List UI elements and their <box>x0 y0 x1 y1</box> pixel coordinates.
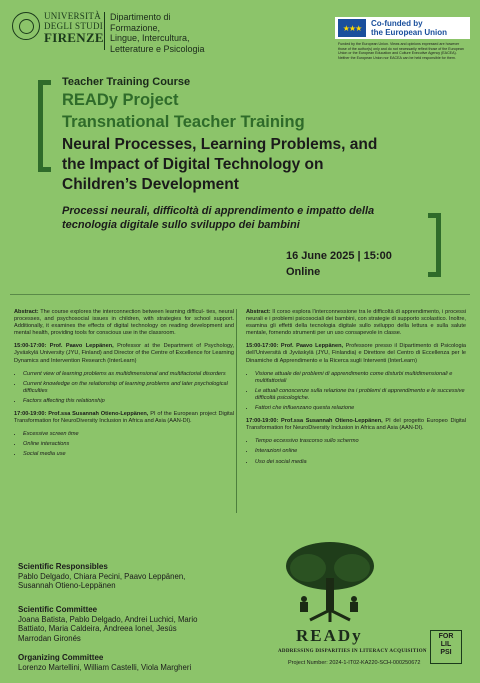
project-number: Project Number: 2024-1-IT02-KA220-SCH-000250672 <box>288 660 421 666</box>
column-divider <box>236 309 237 513</box>
list-item: • Le attuali conoscenze sulla relazione tra i problemi di apprendimento e le successive difficoltà psicologiche. <box>255 388 466 402</box>
session-head: 17:00-19:00: Prof.ssa Susannah Otieno-Leppänen, <box>246 418 383 425</box>
forlil-line: LIL <box>440 641 452 648</box>
eu-label <box>371 19 447 37</box>
abstract-label: Abstract: <box>246 309 271 315</box>
right-bracket-decoration <box>428 213 441 277</box>
university-line-3: FIRENZE <box>44 30 104 45</box>
university-name <box>44 11 104 44</box>
list-item: • Excessive screen time <box>23 431 234 438</box>
date-line: 16 June 2025 | 15:00 <box>286 250 392 262</box>
department-line: Lingue, Intercultura, <box>110 33 190 43</box>
university-line-1: UNIVERSITÀ <box>44 11 101 21</box>
course-title: Neural Processes, Learning Problems, and the Impact of Digital Technology on Children’s Development <box>62 136 378 193</box>
committee-members: Marrodan Gironés <box>18 633 81 643</box>
committee-members: Battiato, Maria Caldeira, Andreea Ionel, Jesús <box>18 624 177 633</box>
session-2-topics-it <box>246 438 466 465</box>
forlil-line: FOR <box>438 633 454 640</box>
session-2-it <box>246 418 466 432</box>
italian-column <box>246 309 466 472</box>
eu-flag-icon: ★★★ <box>338 19 366 37</box>
committee-members: Susannah Otieno-Leppänen <box>18 581 116 590</box>
section-divider <box>10 294 470 295</box>
eu-label-line: the European Union <box>371 28 447 37</box>
ready-tree-logo <box>280 538 380 623</box>
department-name <box>110 12 220 54</box>
session-head: 15:00-17:00: Prof. Paavo Leppänen, <box>246 343 344 350</box>
session-1-it <box>246 343 466 364</box>
list-item: • Current knowledge on the relationship of learning problems and later psychological difficulties <box>23 381 234 395</box>
department-line: Dipartimento di Formazione, <box>110 12 171 33</box>
committee-heading: Organizing Committee <box>18 653 104 662</box>
list-item: • Uso dei social media <box>255 459 466 466</box>
english-column <box>14 309 234 465</box>
ready-wordmark: READy <box>296 626 363 645</box>
committee-members: Joana Batista, Pablo Delgado, Andrei Luchici, Mario <box>18 614 198 624</box>
session-head: 15:00-17:00: Prof. Paavo Leppänen, <box>14 343 114 350</box>
list-item: • Interazioni online <box>255 448 466 455</box>
abstract-label: Abstract: <box>14 309 39 315</box>
forlil-line: PSI <box>440 649 452 656</box>
organizing-committee <box>18 653 191 672</box>
forlilpsi-logo <box>430 630 462 664</box>
list-item: • Factors affecting this relationship <box>23 398 234 405</box>
department-line: Letterature e Psicologia <box>110 43 205 54</box>
scientific-responsibles <box>18 562 185 591</box>
committee-members: Pablo Delgado, Chiara Pecini, Paavo Leppänen, <box>18 571 186 581</box>
abstract-en <box>14 309 234 337</box>
ready-tagline: ADDRESSING DISPARITIES IN LITERACY ACQUISITION <box>278 649 427 654</box>
session-2-en <box>14 411 234 425</box>
course-title-italian: Processi neurali, difficoltà di apprendimento e impatto della tecnologia digitale sullo sviluppo dei bambini <box>62 205 375 231</box>
eu-disclaimer: Funded by the European Union. Views and opinions expressed are however those of the author(s) only and do not necessarily reflect those of the European Union or the European Education and Culture Executive Agency (EACEA). Neither the European Union nor EACEA can be held responsible for them. <box>338 42 464 60</box>
location-line: Online <box>286 266 321 278</box>
session-1-topics <box>14 371 234 405</box>
session-text: Professor at the Department of Psychology, Jyväskylä University (JYU, Finland) and Director of the Centre of Excellence for Learning Dynamics and Intervention Research (InterLearn) <box>14 343 234 364</box>
session-2-topics <box>14 431 234 458</box>
date-time <box>286 248 392 280</box>
session-text: PI del progetto Europeo Digital Transformation for NeuroDiversity Inclusion in Africa and Asia (AAN-DI). <box>246 418 466 432</box>
abstract-it <box>246 309 466 337</box>
university-line-2: DEGLI STUDI <box>44 21 104 31</box>
session-1-topics-it <box>246 371 466 412</box>
list-item: • Fattori che influenzano questa relazione <box>255 405 466 412</box>
list-item: • Current view of learning problems as multidimensional and multifactorial disorders <box>23 371 234 378</box>
list-item: • Online interactions <box>23 441 234 448</box>
abstract-text: The course explores the interconnection between learning difficul- ties, neural processes, and psychosocial issues in children, with strategies for school support. Additionally, it examines the effects of digital technology on reading development and mental health, providing tools for conscious use in the classroom. <box>14 309 234 337</box>
session-text: PI of the European project Digital Transformation for NeuroDiversity Inclusion in Africa and Asia (AAN-DI). <box>14 411 234 425</box>
eu-cofunded-logo <box>335 17 470 39</box>
session-text: Professore presso il Dipartimento di Psicologia dell’Università di Jyväskylä (JYU, Finlandia) e Direttore del Centro di Eccellenza per le Dinamiche di Apprendimento e la Ricerca sugli Interventi (InterLearn) <box>246 343 466 364</box>
list-item: • Tempo eccessivo trascorso sullo schermo <box>255 438 466 445</box>
committee-members: Lorenzo Martellini, William Castelli, Viola Margheri <box>18 662 192 672</box>
session-head: 17:00-19:00: Prof.ssa Susannah Otieno-Leppänen, <box>14 411 149 418</box>
committee-heading: Scientific Committee <box>18 605 98 614</box>
project-title <box>62 89 305 133</box>
course-type: Teacher Training Course <box>62 76 191 88</box>
project-title-line: Transnational Teacher Training <box>62 113 305 131</box>
scientific-committee <box>18 605 197 643</box>
left-bracket-decoration <box>38 80 51 172</box>
committee-heading: Scientific Responsibles <box>18 562 108 571</box>
eu-label-line: Co-funded by <box>371 19 423 28</box>
university-seal-logo <box>12 12 40 40</box>
list-item: • Visione attuale dei problemi di apprendimento come disturbi multidimensionali e multifattoriali <box>255 371 466 385</box>
abstract-text: Il corso esplora l’interconnessione tra le difficoltà di apprendimento, i processi neurali e i problemi psicosociali dei bambini, con strategie di supporto scolastico. Inoltre, esamina gli effetti della tecnologia digitale sullo sviluppo della lettura e sulla salute mentale, fornendo strumenti per un uso consapevole in classe. <box>246 309 466 337</box>
list-item: • Social media use <box>23 451 234 458</box>
header-divider <box>104 12 105 50</box>
session-1-en <box>14 343 234 364</box>
project-title-line: READy Project <box>62 91 179 109</box>
